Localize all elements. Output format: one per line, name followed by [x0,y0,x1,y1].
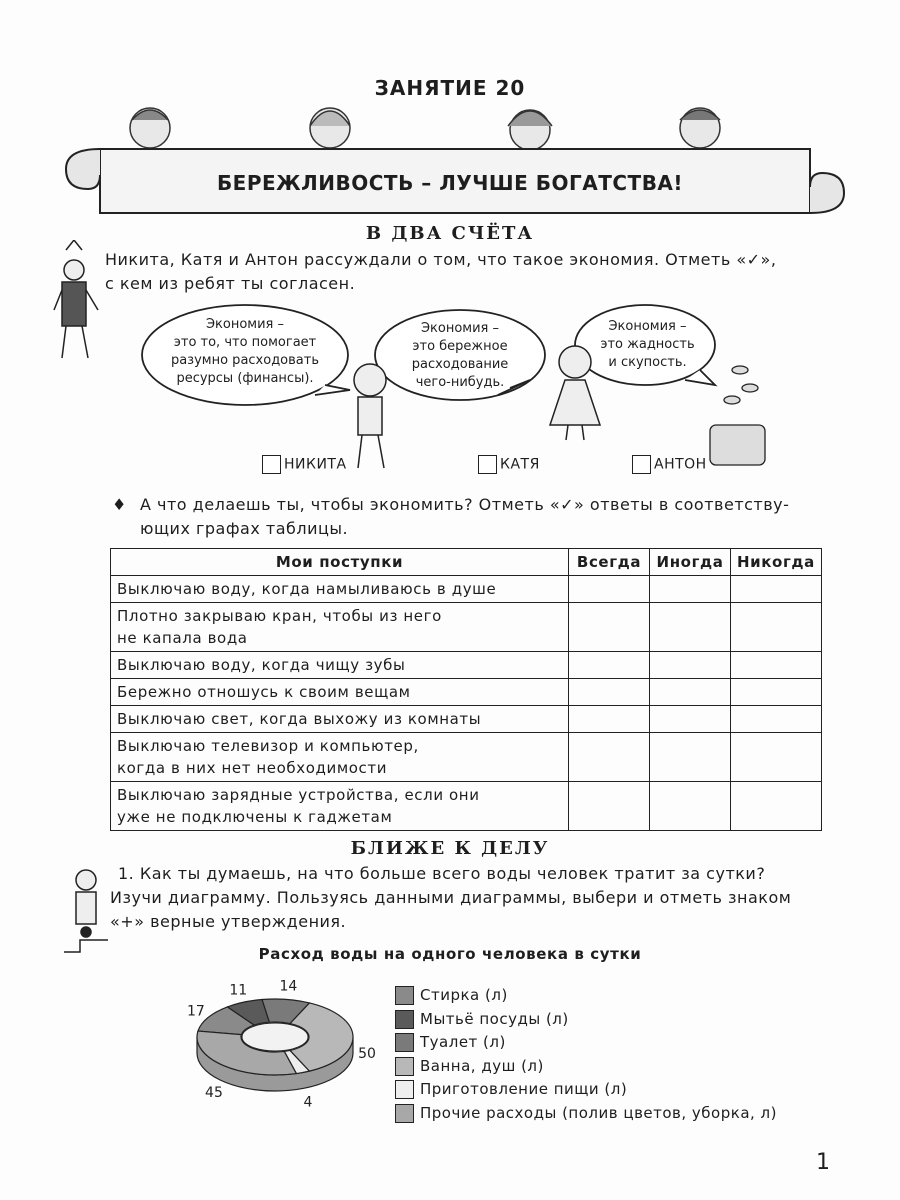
donut-value-label: 14 [279,978,298,995]
answer-cell[interactable] [731,576,822,603]
legend-swatch [395,1080,414,1099]
donut-value-label: 11 [229,982,248,999]
legend-label: Прочие расходы (полив цветов, уборка, л) [420,1103,777,1122]
legend-label: Приготовление пищи (л) [420,1080,628,1098]
legend-item [395,1078,627,1100]
answer-cell[interactable] [731,706,822,733]
legend-label: Мытьё посуды (л) [420,1009,569,1028]
legend-label: Туалет (л) [420,1033,506,1051]
table-row [111,576,822,603]
legend-item [395,1008,569,1030]
action-cell: Выключаю зарядные устройства, если они уже не подключены к гаджетам [111,782,569,831]
header-always: Всегда [569,549,650,576]
answer-cell[interactable] [731,652,822,679]
legend-swatch [395,1010,414,1029]
legend-item [395,1102,777,1124]
legend-label: Стирка (л) [420,986,508,1004]
donut-value-label: 45 [205,1084,223,1101]
header-never: Никогда [731,549,822,576]
legend-item [395,984,508,1006]
header-sometimes: Иногда [650,549,731,576]
answer-cell[interactable] [650,679,731,706]
answer-cell[interactable] [650,576,731,603]
character-on-stairs-icon [60,862,110,957]
action-cell: Плотно закрываю кран, чтобы из него не капала вода [111,603,569,652]
answer-cell[interactable] [731,603,822,652]
bubble-anton: Экономия – это жадность и скупость. [600,319,695,370]
page-number: 1 [816,1150,830,1175]
donut-hole [242,1023,308,1051]
intro-text-line1: Никита, Катя и Антон рассуждали о том, что такое экономия. Отметь «✓», [105,250,777,269]
pencil-character-icon [52,240,102,370]
checkbox-nikita[interactable] [262,455,281,474]
task-line3: «+» верные утверждения. [110,912,347,931]
option-anton[interactable]: АНТОН [632,454,707,474]
answer-cell[interactable] [731,679,822,706]
donut-value-label: 4 [303,1094,313,1111]
answer-cell[interactable] [650,652,731,679]
answer-cell[interactable] [569,706,650,733]
legend-swatch [395,1104,414,1123]
action-cell: Выключаю свет, когда выхожу из комнаты [111,706,569,733]
action-cell: Выключаю воду, когда чищу зубы [111,652,569,679]
action-cell: Выключаю телевизор и компьютер, когда в них нет необходимости [111,733,569,782]
answer-cell[interactable] [569,576,650,603]
table-row [111,652,822,679]
answer-cell[interactable] [650,782,731,831]
chart-title: Расход воды на одного человека в сутки [258,945,642,963]
checkbox-katya[interactable] [478,455,497,474]
option-nikita[interactable]: НИКИТА [262,454,347,474]
legend-swatch [395,1057,414,1076]
banner-title: БЕРЕЖЛИВОСТЬ – ЛУЧШЕ БОГАТСТВА! [216,171,684,195]
legend-swatch [395,1033,414,1052]
section-heading-2: БЛИЖЕ К ДЕЛУ [350,838,550,859]
bubble-nikita: Экономия – это то, что помогает разумно расходовать ресурсы (финансы). [170,317,320,386]
header-actions: Мои поступки [111,549,569,576]
lesson-title: ЗАНЯТИЕ 20 [374,76,526,100]
question2-line1: А что делаешь ты, чтобы экономить? Отметь «✓» ответы в соответству- [140,495,790,514]
answer-cell[interactable] [569,733,650,782]
table-row [111,679,822,706]
actions-table [110,548,822,831]
task-line2: Изучи диаграмму. Пользуясь данными диаграммы, выбери и отметь знаком [110,888,792,907]
task-line1: 1. Как ты думаешь, на что больше всего воды человек тратит за сутки? [118,864,766,883]
table-row [111,733,822,782]
checkbox-anton[interactable] [632,455,651,474]
table-header-row [111,549,822,576]
action-cell: Бережно отношусь к своим вещам [111,679,569,706]
water-usage-donut-chart [160,975,390,1115]
bubble-katya: Экономия – это бережное расходование чего-нибудь. [411,321,509,390]
section-heading-1: В ДВА СЧЁТА [365,223,535,244]
answer-cell[interactable] [569,652,650,679]
intro-text-line2: с кем из ребят ты согласен. [105,274,356,293]
question2-line2: ющих графах таблицы. [140,519,349,538]
table-row [111,782,822,831]
answer-cell[interactable] [569,603,650,652]
donut-value-label: 17 [186,1003,205,1020]
legend-item [395,1055,544,1077]
answer-cell[interactable] [650,603,731,652]
answer-cell[interactable] [731,782,822,831]
donut-value-label: 50 [358,1046,376,1063]
table-row [111,706,822,733]
legend-label: Ванна, душ (л) [420,1056,544,1075]
answer-cell[interactable] [650,733,731,782]
bullet-icon: ♦ [112,495,127,514]
legend-item [395,1031,506,1053]
legend-swatch [395,986,414,1005]
table-row [111,603,822,652]
action-cell: Выключаю воду, когда намыливаюсь в душе [111,576,569,603]
option-katya[interactable]: КАТЯ [478,454,540,474]
answer-cell[interactable] [650,706,731,733]
answer-cell[interactable] [569,782,650,831]
answer-cell[interactable] [569,679,650,706]
answer-cell[interactable] [731,733,822,782]
